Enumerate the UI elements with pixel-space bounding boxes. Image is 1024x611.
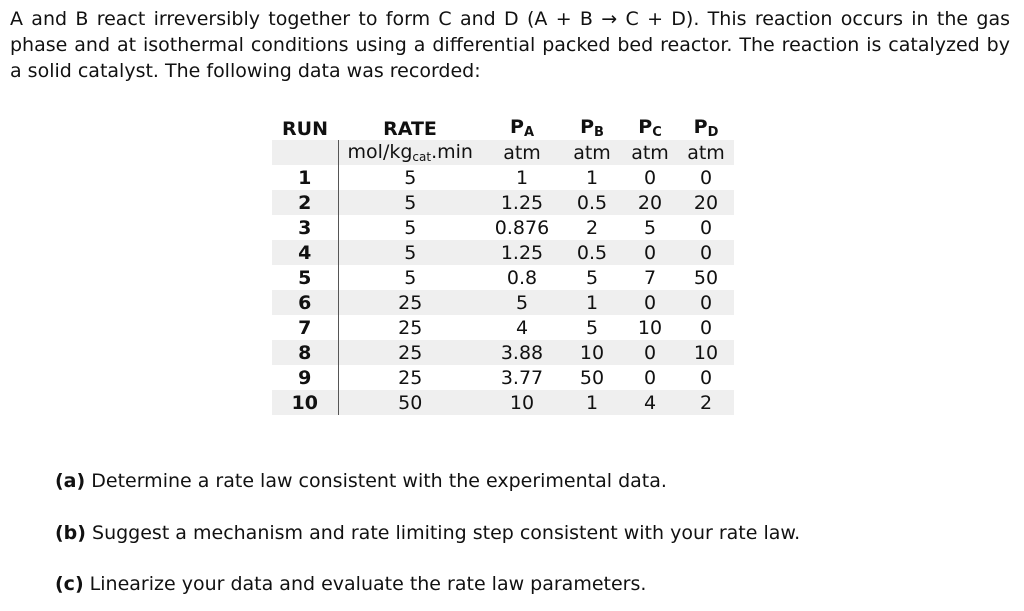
cell-pb: 5 <box>585 266 599 289</box>
table-row <box>272 190 734 215</box>
header-run: RUN <box>282 118 328 140</box>
cell-pc: 0 <box>622 240 678 265</box>
cell-pb: 50 <box>579 366 605 389</box>
header-pc-label: P <box>638 116 653 138</box>
cell-pc: 7 <box>643 266 657 289</box>
header-pb-label: P <box>580 116 594 138</box>
cell-rate: 25 <box>338 340 482 365</box>
cell-pb: 1 <box>562 390 622 415</box>
cell-pd: 0 <box>699 316 713 339</box>
cell-run: 7 <box>272 315 338 340</box>
header-pa-label: P <box>510 116 524 138</box>
table-row <box>272 365 734 390</box>
table-row <box>272 215 734 240</box>
cell-pa: 1.25 <box>482 190 562 215</box>
cell-run: 4 <box>272 240 338 265</box>
header-pd-label: P <box>693 116 708 138</box>
cell-rate: 5 <box>404 166 417 189</box>
cell-pd: 0 <box>699 366 713 389</box>
cell-pc: 0 <box>622 340 678 365</box>
cell-pc: 5 <box>643 216 657 239</box>
data-table-container <box>272 114 734 415</box>
cell-pd: 0 <box>678 290 734 315</box>
cell-pb: 2 <box>585 216 599 239</box>
cell-rate: 25 <box>338 290 482 315</box>
units-pc: atm <box>622 140 678 165</box>
table-row <box>272 315 734 340</box>
header-pb-sub: B <box>594 125 604 140</box>
cell-run: 1 <box>272 165 338 190</box>
question-a-label: (a) <box>55 470 86 492</box>
cell-run: 6 <box>272 290 338 315</box>
cell-run: 5 <box>272 265 338 290</box>
cell-pc: 10 <box>637 316 663 339</box>
table-row <box>272 240 734 265</box>
units-pa: atm <box>482 140 562 165</box>
table-row <box>272 290 734 315</box>
header-pd <box>678 114 734 140</box>
cell-pc: 4 <box>622 390 678 415</box>
cell-pd: 10 <box>678 340 734 365</box>
cell-pb: 1 <box>585 166 599 189</box>
cell-pa: 3.88 <box>482 340 562 365</box>
header-rate: RATE <box>383 118 437 140</box>
units-row <box>272 140 734 165</box>
cell-pa: 0.876 <box>494 216 550 239</box>
units-rate-post: .min <box>431 141 473 163</box>
cell-run: 8 <box>272 340 338 365</box>
cell-pa: 3.77 <box>500 366 544 389</box>
table-row <box>272 165 734 190</box>
header-pc-sub: C <box>652 125 662 140</box>
question-c-text: Linearize your data and evaluate the rate law parameters. <box>83 573 647 595</box>
header-pb <box>562 114 622 140</box>
cell-pa: 4 <box>515 316 529 339</box>
cell-pa: 1.25 <box>482 240 562 265</box>
cell-pd: 0 <box>699 216 713 239</box>
cell-rate: 5 <box>404 266 417 289</box>
cell-pd: 2 <box>678 390 734 415</box>
cell-pc: 0 <box>643 366 657 389</box>
cell-rate: 5 <box>338 240 482 265</box>
table-row <box>272 265 734 290</box>
cell-run: 10 <box>272 390 338 415</box>
units-rate-sub: cat <box>412 150 432 164</box>
header-pc <box>622 114 678 140</box>
question-b <box>55 522 800 544</box>
cell-rate: 5 <box>338 190 482 215</box>
header-pa <box>482 114 562 140</box>
cell-run: 3 <box>272 215 338 240</box>
cell-pa: 10 <box>482 390 562 415</box>
cell-run: 9 <box>272 365 338 390</box>
data-table <box>272 114 734 415</box>
problem-statement: A and B react irreversibly together to form C and D (A + B → C + D). This reaction occurs in the gas phase and at isothermal conditions using a differential packed bed reactor. The reaction is catalyzed by a solid catalyst. The following data was recorded: <box>10 8 1010 82</box>
cell-pc: 20 <box>622 190 678 215</box>
question-a <box>55 470 667 492</box>
cell-pa: 0.8 <box>506 266 538 289</box>
units-pd: atm <box>678 140 734 165</box>
cell-pc: 0 <box>622 290 678 315</box>
question-b-text: Suggest a mechanism and rate limiting step consistent with your rate law. <box>85 522 801 544</box>
cell-pb: 0.5 <box>562 190 622 215</box>
table-row <box>272 340 734 365</box>
cell-pa: 1 <box>515 166 529 189</box>
cell-pd: 0 <box>699 166 713 189</box>
cell-rate: 50 <box>338 390 482 415</box>
cell-pb: 1 <box>562 290 622 315</box>
question-c-label: (c) <box>55 573 84 595</box>
cell-pd: 20 <box>678 190 734 215</box>
question-b-label: (b) <box>55 522 86 544</box>
units-rate-pre: mol/kg <box>347 141 413 163</box>
cell-pa: 5 <box>482 290 562 315</box>
cell-pc: 0 <box>643 166 657 189</box>
table-header-row <box>272 114 734 140</box>
cell-pd: 0 <box>678 240 734 265</box>
units-rate <box>338 140 482 165</box>
cell-rate: 25 <box>398 316 423 339</box>
header-pd-sub: D <box>707 125 719 140</box>
question-a-text: Determine a rate law consistent with the experimental data. <box>85 470 667 492</box>
cell-pb: 5 <box>585 316 599 339</box>
question-c <box>55 573 646 595</box>
units-pb: atm <box>562 140 622 165</box>
cell-rate: 25 <box>398 366 423 389</box>
cell-run: 2 <box>272 190 338 215</box>
header-pa-sub: A <box>523 125 534 140</box>
cell-pd: 50 <box>693 266 719 289</box>
cell-pb: 0.5 <box>562 240 622 265</box>
units-run-cell <box>272 140 338 165</box>
cell-pb: 10 <box>562 340 622 365</box>
table-row <box>272 390 734 415</box>
cell-rate: 5 <box>404 216 417 239</box>
